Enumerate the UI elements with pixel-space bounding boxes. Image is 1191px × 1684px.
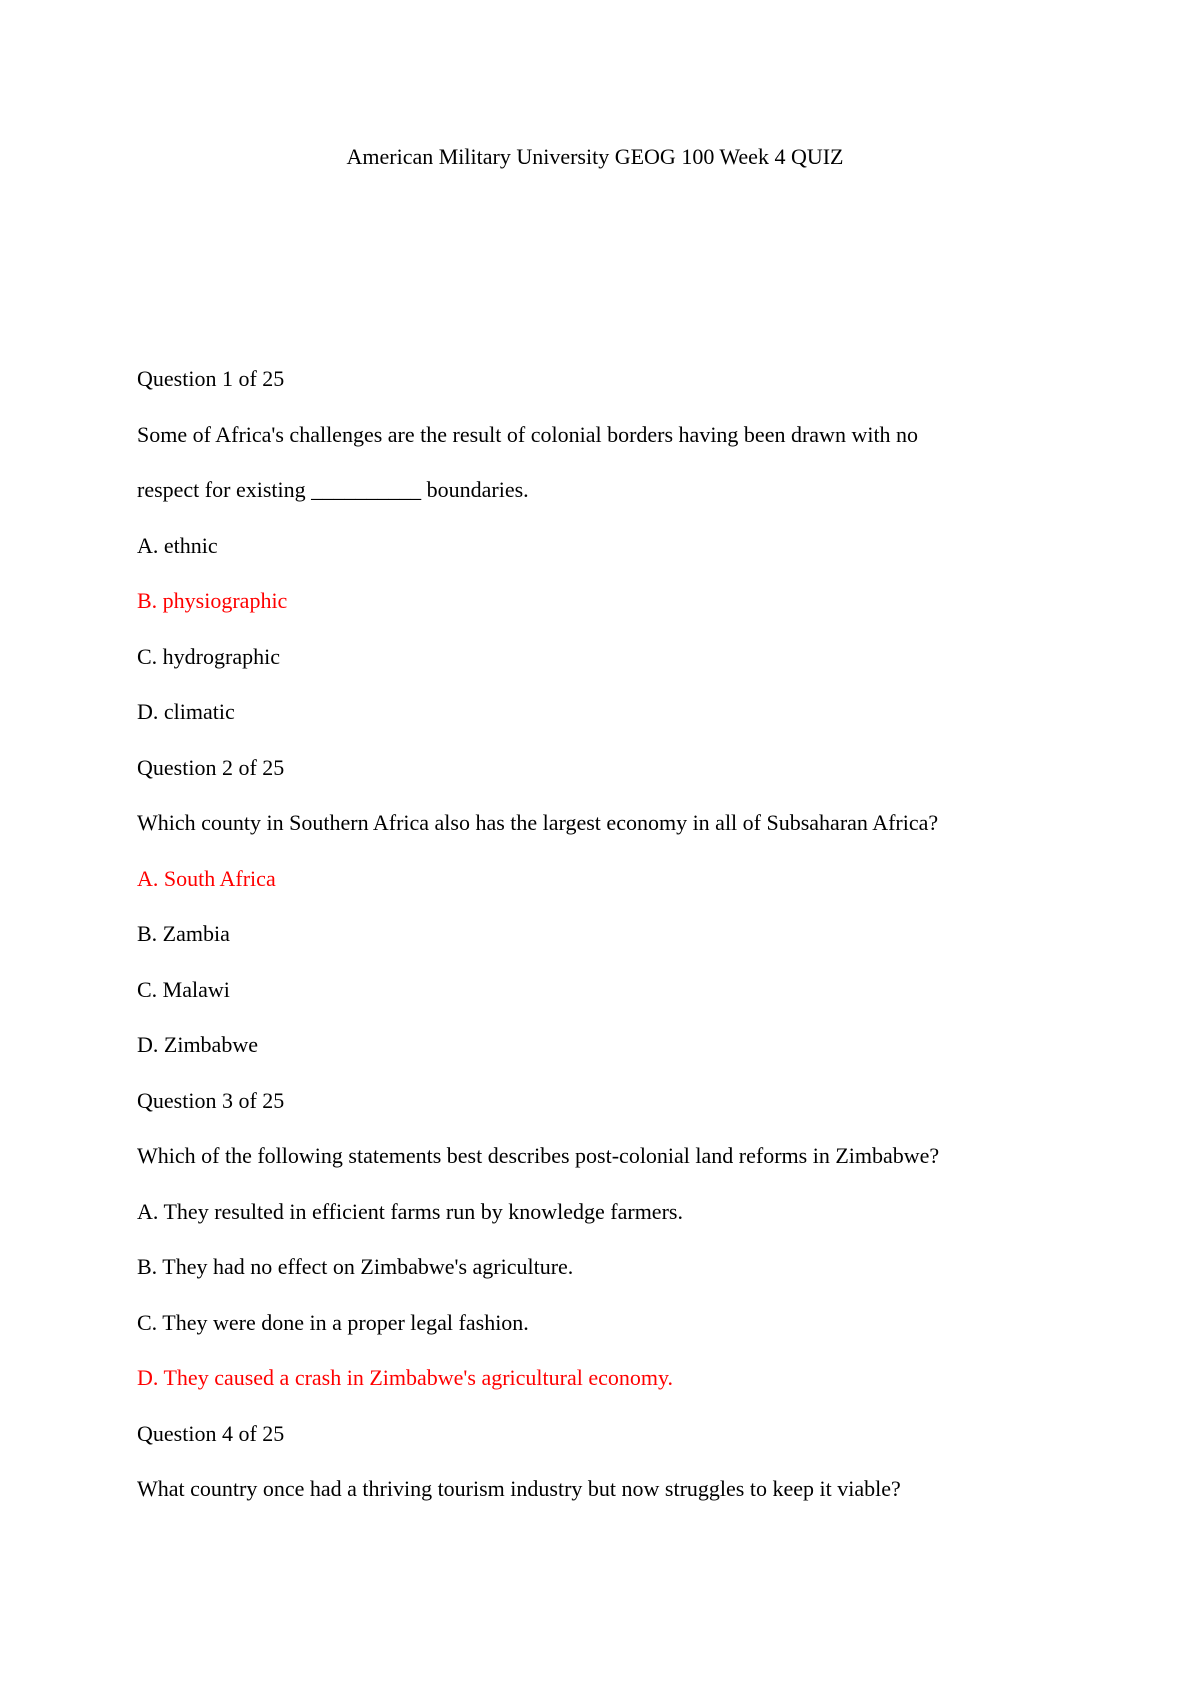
question-block-3	[137, 1073, 1053, 1406]
answer-option-d: D. Zimbabwe	[137, 1032, 258, 1057]
answer-option-d: D. climatic	[137, 699, 235, 724]
answer-option-b-highlighted: B. physiographic	[137, 588, 288, 613]
question-text-line: What country once had a thriving tourism industry but now struggles to keep it viable?	[137, 1476, 901, 1501]
question-text-line: Which of the following statements best describes post-colonial land reforms in Zimbabwe?	[137, 1143, 940, 1168]
question-block-1	[137, 351, 1053, 740]
question-header: Question 2 of 25	[137, 754, 285, 780]
question-text-line: respect for existing __________ boundaries.	[137, 477, 529, 502]
answer-option-d-highlighted: D. They caused a crash in Zimbabwe's agricultural economy.	[137, 1365, 674, 1390]
question-header: Question 1 of 25	[137, 366, 285, 391]
question-text-line: Which county in Southern Africa also has the largest economy in all of Subsaharan Africa?	[137, 810, 939, 835]
answer-option-a-highlighted: A. South Africa	[137, 865, 276, 891]
answer-option-a: A. ethnic	[137, 532, 218, 558]
answer-option-b: B. Zambia	[137, 921, 230, 946]
question-block-2	[137, 740, 1053, 1073]
question-text-line: Some of Africa's challenges are the result of colonial borders having been drawn with no	[137, 421, 919, 447]
answer-option-c: C. They were done in a proper legal fashion.	[137, 1309, 529, 1335]
answer-option-c: C. hydrographic	[137, 643, 280, 669]
document-title: American Military University GEOG 100 Week 4 QUIZ	[346, 144, 844, 169]
answer-option-a: A. They resulted in efficient farms run by knowledge farmers.	[137, 1198, 683, 1224]
question-header: Question 3 of 25	[137, 1087, 285, 1113]
question-block-4	[137, 1406, 1053, 1517]
question-header: Question 4 of 25	[137, 1420, 285, 1446]
answer-option-c: C. Malawi	[137, 976, 230, 1002]
answer-option-b: B. They had no effect on Zimbabwe's agriculture.	[137, 1254, 574, 1279]
vertical-spacer	[137, 185, 1053, 352]
